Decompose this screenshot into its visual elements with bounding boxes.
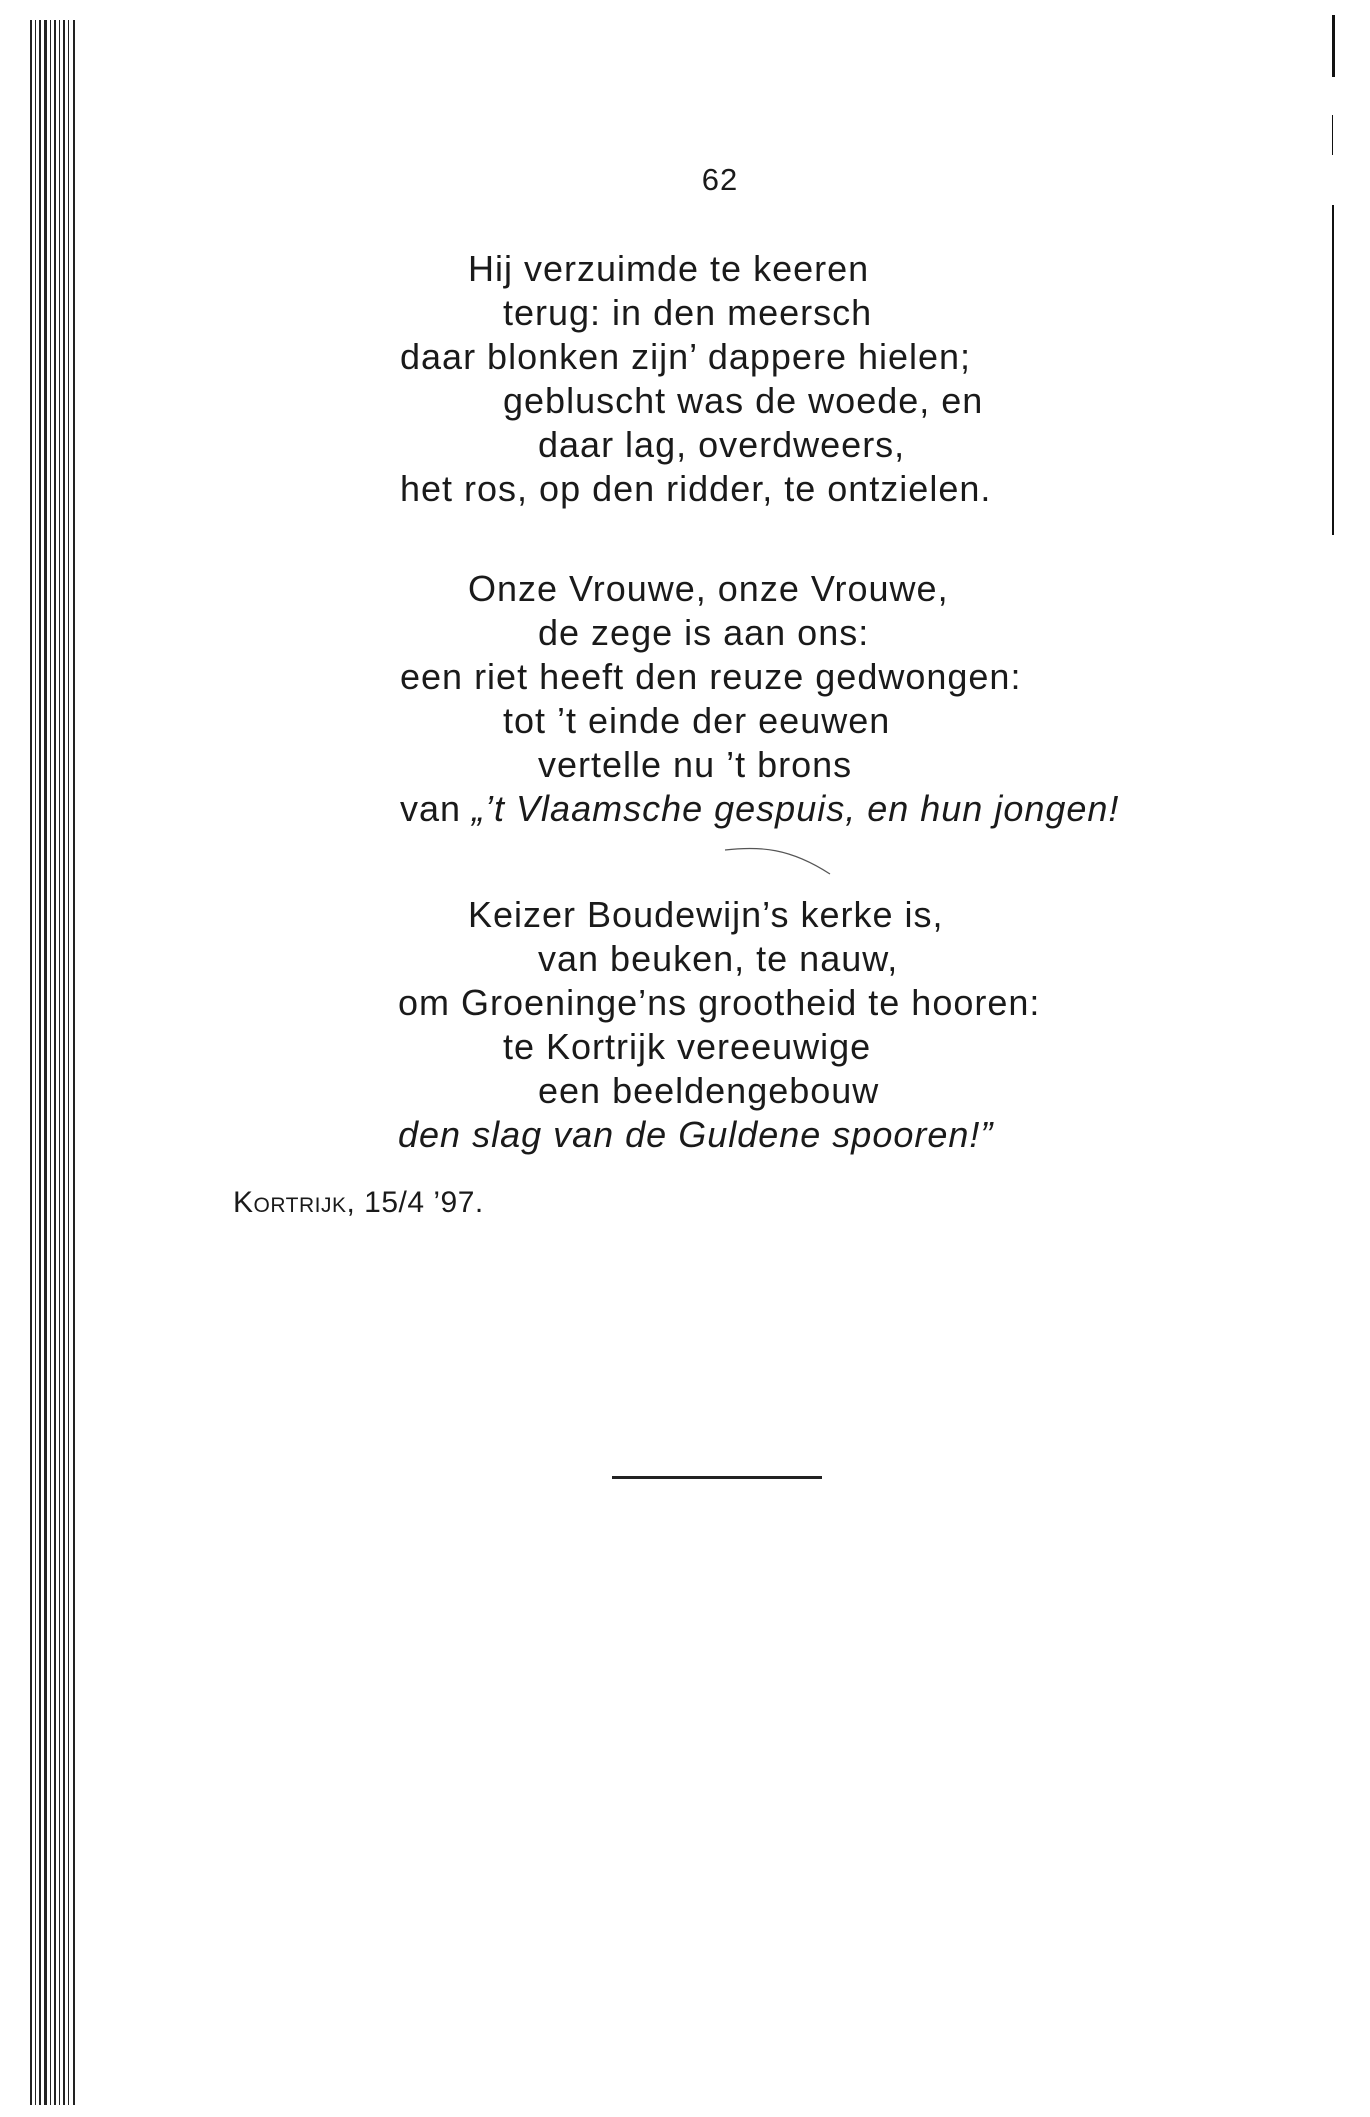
stanza-1-line-1: Hij verzuimde te keeren xyxy=(468,248,870,289)
stanza-2-line-1: Onze Vrouwe, onze Vrouwe, xyxy=(468,568,949,609)
stanza-1-line-6: het ros, op den ridder, te ontzielen. xyxy=(400,468,992,509)
stanza-2-line-3: een riet heeft den reuze gedwongen: xyxy=(400,656,1022,697)
dateline xyxy=(233,1186,484,1220)
page-edge-mark xyxy=(1330,15,1336,545)
stanza-2-line-2: de zege is aan ons: xyxy=(538,612,870,653)
stanza-2-line-5: vertelle nu ’t brons xyxy=(538,744,853,785)
binding-gutter xyxy=(30,20,76,2105)
stanza-3-line-1: Keizer Boudewijn’s kerke is, xyxy=(468,894,944,935)
dateline-place: Kortrijk, xyxy=(233,1186,356,1219)
stanza-2-line-6-prefix: van xyxy=(400,788,473,829)
stanza-3-line-2: van beuken, te nauw, xyxy=(538,938,899,979)
stanza-3-line-5: een beeldengebouw xyxy=(538,1070,880,1111)
stanza-2-line-6 xyxy=(400,787,1119,831)
stanza-2-line-4: tot ’t einde der eeuwen xyxy=(503,700,891,741)
stanza-3-line-6: den slag van de Guldene spooren!” xyxy=(398,1114,994,1155)
end-rule xyxy=(612,1476,822,1479)
stanza-1-line-5: daar lag, overdweers, xyxy=(538,424,906,465)
stanza-1-line-4: gebluscht was de woede, en xyxy=(503,380,984,421)
stanza-3-line-4: te Kortrijk vereeuwige xyxy=(503,1026,872,1067)
stanza-1-line-2: terug: in den meersch xyxy=(503,292,873,333)
dateline-date: 15/4 ’97. xyxy=(364,1186,484,1219)
page-number: 62 xyxy=(701,162,739,197)
stanza-3-line-3: om Groeninge’ns grootheid te hooren: xyxy=(398,982,1041,1023)
stanza-1-line-3: daar blonken zijn’ dappere hielen; xyxy=(400,336,972,377)
stanza-2-line-6-quote: „’t Vlaamsche gespuis, en hun jongen! xyxy=(472,788,1120,829)
ink-stroke xyxy=(720,842,840,882)
